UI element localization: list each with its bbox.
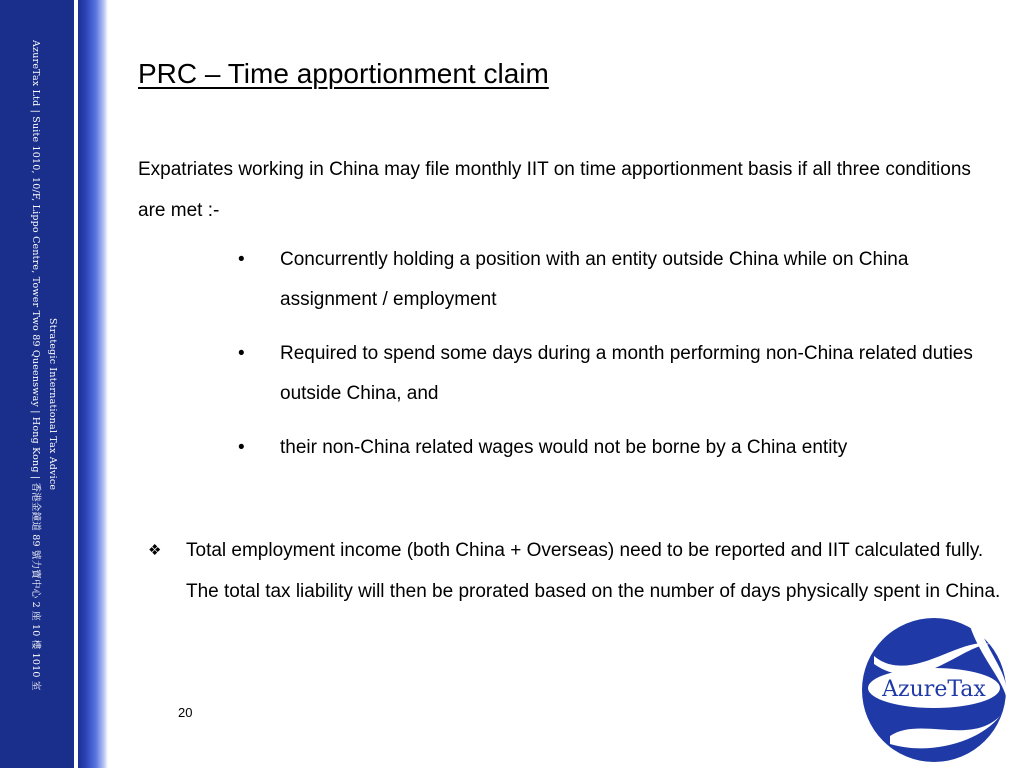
list-item — [238, 240, 978, 320]
intro-paragraph: Expatriates working in China may file monthly IIT on time apportionment basis if all three conditions are met :- — [138, 159, 971, 221]
sidebar-tagline: Strategic International Tax Advice — [47, 318, 58, 491]
conditions-list — [238, 240, 978, 482]
bullet-icon: • — [238, 343, 245, 364]
bullet-text: their non-China related wages would not be borne by a China entity — [280, 437, 848, 458]
bullet-icon: • — [238, 437, 245, 458]
logo-text: AzureTax — [882, 677, 986, 702]
bullet-text: Required to spend some days during a month performing non-China related duties outside China, and — [280, 343, 973, 404]
slide-title: PRC – Time apportionment claim — [138, 58, 549, 89]
diamond-bullet-icon: ❖ — [148, 542, 162, 559]
sidebar-address: AzureTax Ltd | Suite 1010, 10/F, Lippo Centre, Tower Two 89 Queensway | Hong Kong | 香港金鐘道 89 號力寶中心 2 座 10 樓 1010 室 — [30, 40, 41, 691]
bullet-icon: • — [238, 249, 245, 270]
note-text: Total employment income (both China + Overseas) need to be reported and IIT calculated fully. The total tax liability will then be prorated based on the number of days physically spent in China. — [186, 540, 1001, 602]
bullet-text: Concurrently holding a position with an entity outside China while on China assignment / employment — [280, 249, 909, 310]
note-paragraph — [148, 530, 1006, 612]
list-item — [238, 334, 978, 414]
sidebar-band — [0, 0, 108, 768]
list-item — [238, 428, 978, 468]
azuretax-logo-icon — [860, 616, 1008, 764]
page-number: 20 — [178, 705, 193, 720]
